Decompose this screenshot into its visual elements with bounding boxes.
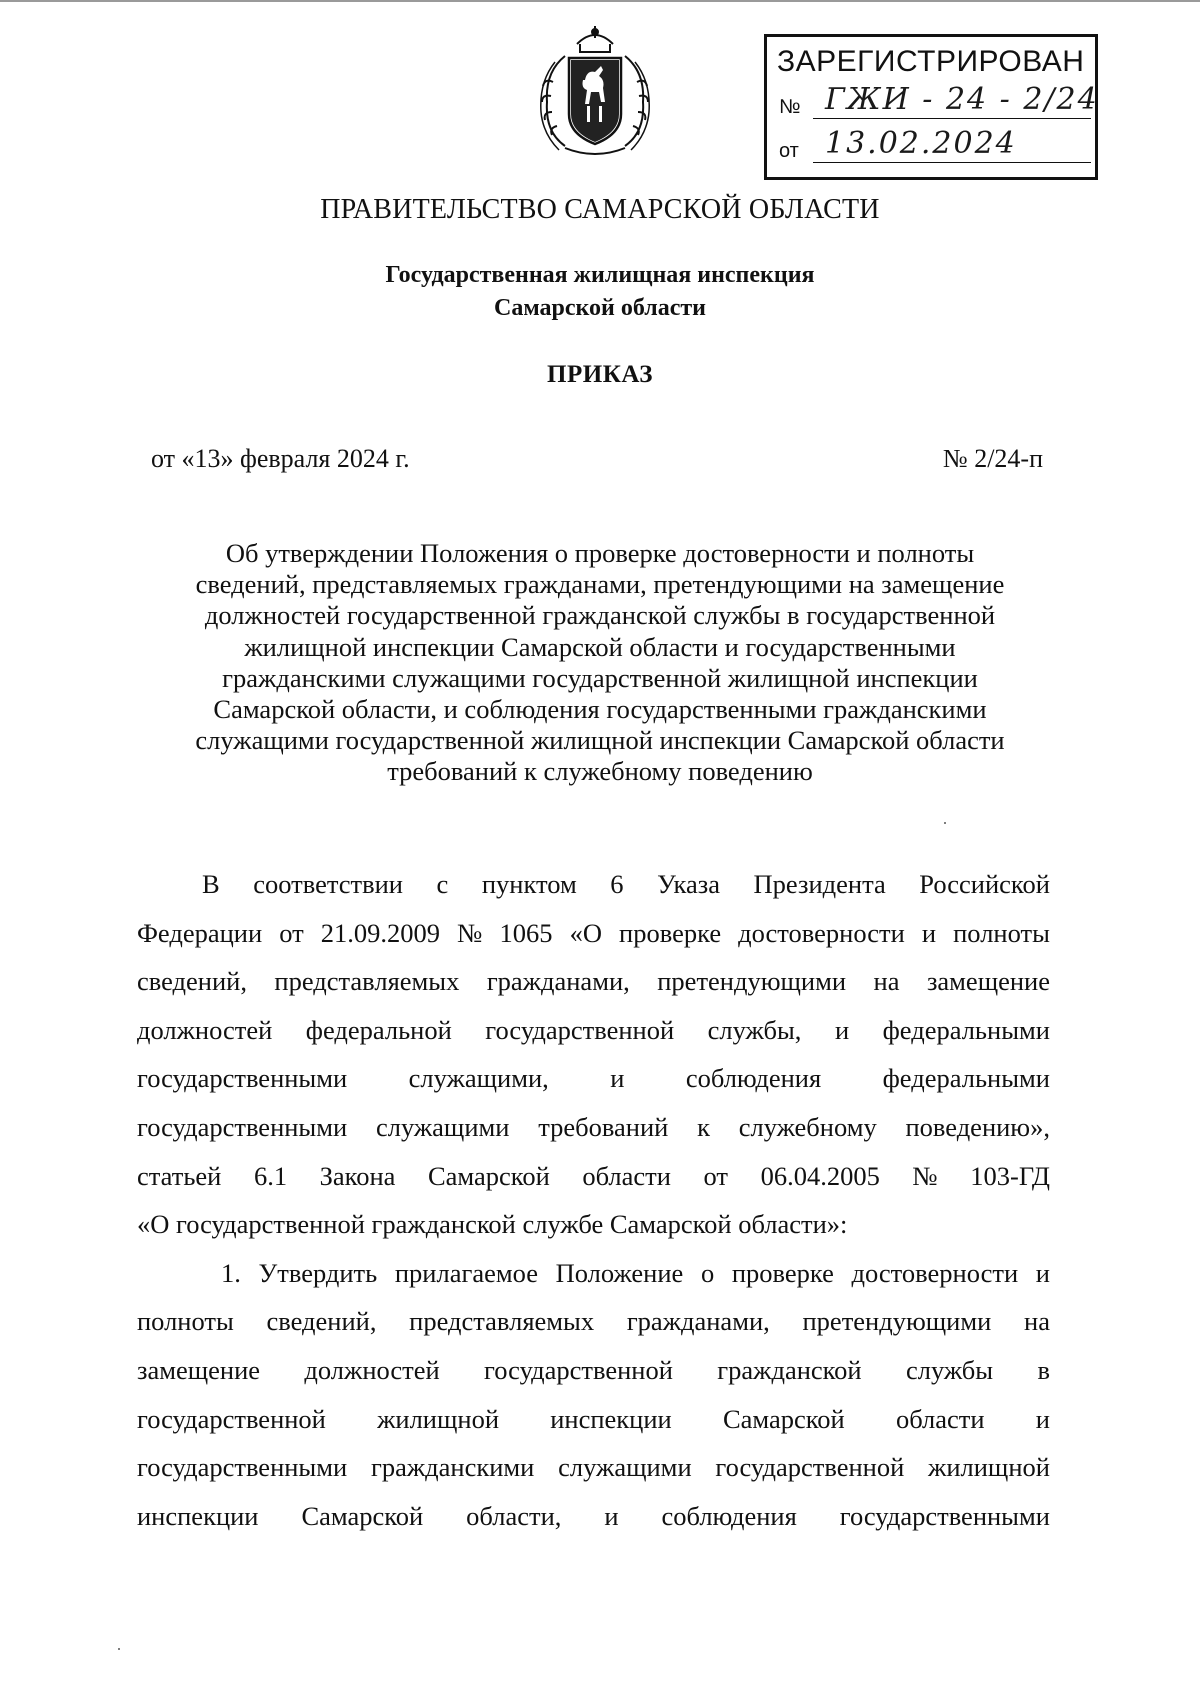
body-word: проверке [619, 917, 722, 948]
body-word: федеральной [305, 1014, 452, 1045]
body-word: замещение [137, 1354, 261, 1385]
body-word: полноты [953, 917, 1050, 948]
subject-line: должностей государственной гражданской службы в государственной [204, 600, 996, 631]
body-word: в [1037, 1354, 1050, 1385]
order-date: от «13» февраля 2024 г. [151, 444, 410, 473]
body-word: № [912, 1160, 938, 1191]
body-line [137, 1249, 1050, 1298]
body-word: федеральными [882, 1014, 1050, 1045]
body-word: с [436, 869, 449, 899]
body-line [137, 1443, 1050, 1492]
body-word: и [834, 1014, 850, 1045]
body-word: от [279, 917, 304, 948]
organization-name-line1: Государственная жилищная инспекция [385, 262, 815, 288]
body-word: 1. [221, 1257, 241, 1288]
body-line [137, 1297, 1050, 1346]
body-word: прилагаемое [394, 1257, 538, 1288]
body-word: 6 [610, 869, 624, 899]
body-word: служащими [375, 1111, 510, 1142]
body-word: Положение [555, 1257, 684, 1288]
body-word: Федерации [137, 917, 263, 948]
scan-speck [118, 1648, 120, 1650]
subject-line: требований к служебному поведению [387, 756, 813, 787]
body-word: Указа [657, 869, 720, 899]
organization-name-line2: Самарской области [494, 295, 706, 321]
body-word: инспекции [137, 1500, 259, 1531]
body-word: федеральными [882, 1063, 1050, 1094]
stamp-date-row [779, 126, 1079, 165]
body-word: жилищной [377, 1403, 500, 1434]
body-word: государственной [715, 1452, 905, 1483]
body-word: и [921, 917, 937, 948]
body-word: представляемых [409, 1306, 595, 1337]
body-word: 1065 [499, 917, 553, 948]
body-word: Закона [319, 1160, 396, 1191]
body-word: претендующими [657, 966, 847, 997]
stamp-title: ЗАРЕГИСТРИРОВАН [777, 45, 1085, 78]
body-word: Утвердить [258, 1257, 378, 1288]
body-word: и [1035, 1403, 1050, 1434]
body-word: гражданской [717, 1354, 862, 1385]
page-top-edge [0, 0, 1200, 2]
subject-line: жилищной инспекции Самарской области и государственными [244, 631, 956, 662]
body-word: о [700, 1257, 715, 1288]
body-word: служащими, [408, 1063, 549, 1094]
body-word: претендующими [802, 1306, 992, 1337]
body-word: должностей [304, 1354, 440, 1385]
stamp-number-underline [813, 118, 1091, 119]
body-word: на [1024, 1306, 1050, 1337]
body-word: замещение [926, 966, 1050, 997]
body-word: области [582, 1160, 671, 1191]
body-word: службы [905, 1354, 994, 1385]
body-line [137, 1006, 1050, 1055]
body-word: 103-ГД [970, 1160, 1050, 1191]
body-word: соблюдения [685, 1063, 822, 1094]
stamp-date-label: от [779, 140, 799, 162]
body-word: государственными [137, 1111, 348, 1142]
body-word: служащими [558, 1452, 692, 1483]
body-word: области, [466, 1500, 562, 1531]
stamp-number-row [779, 82, 1099, 121]
body-word: 21.09.2009 [320, 917, 441, 948]
body-word: достоверности [851, 1257, 1019, 1288]
government-heading: ПРАВИТЕЛЬСТВО САМАРСКОЙ ОБЛАСТИ [320, 194, 880, 225]
body-word: государственными [137, 1063, 348, 1094]
body-word: соответствии [253, 869, 403, 899]
body-line [137, 860, 1050, 909]
subject-line: Самарской области, и соблюдения государственными гражданскими [213, 694, 987, 725]
body-word: и [610, 1063, 625, 1094]
order-number: № 2/24-п [942, 444, 1043, 473]
order-body-text [137, 860, 1050, 1540]
body-word: В [202, 869, 220, 899]
body-word: Самарской [301, 1500, 424, 1531]
body-word: области [895, 1403, 985, 1434]
body-word: соблюдения [661, 1500, 797, 1531]
stamp-date-handwritten: 13.02.2024 [825, 126, 1017, 161]
body-word: требований [538, 1111, 669, 1142]
body-word: к [697, 1111, 710, 1142]
body-word: проверке [731, 1257, 834, 1288]
registration-stamp [764, 34, 1098, 180]
body-word: Российской [919, 869, 1050, 899]
body-word: гражданскими [370, 1452, 535, 1483]
body-word: на [873, 966, 900, 997]
body-word: сведений, [266, 1306, 377, 1337]
stamp-number-handwritten: ГЖИ - 24 - 2/24 [825, 82, 1099, 117]
scan-speck [944, 822, 946, 824]
subject-line: служащими государственной жилищной инспекции Самарской области [195, 725, 1005, 756]
subject-line: сведений, представляемых гражданами, претендующими на замещение [195, 569, 1005, 600]
body-word: государственной [137, 1403, 326, 1434]
body-word: 6.1 [253, 1160, 288, 1191]
subject-line: Об утверждении Положения о проверке достоверности и полноты [225, 538, 975, 568]
body-word: и [604, 1500, 619, 1531]
body-word: служебному [738, 1111, 877, 1142]
body-line [137, 1103, 1050, 1152]
body-line [137, 957, 1050, 1006]
body-word: жилищной [928, 1452, 1050, 1483]
body-word: поведению», [905, 1111, 1050, 1142]
body-line [137, 1492, 1050, 1541]
body-word: пунктом [481, 869, 577, 899]
body-word: инспекции [550, 1403, 672, 1434]
body-word: полноты [137, 1306, 234, 1337]
body-word: и [1035, 1257, 1050, 1288]
body-word: сведений, [137, 966, 247, 997]
body-word: Президента [753, 869, 886, 899]
body-word: государственными [137, 1452, 348, 1483]
body-word: представляемых [274, 966, 460, 997]
body-word: гражданами, [626, 1306, 770, 1337]
document-type-title: ПРИКАЗ [547, 361, 653, 388]
stamp-number-label: № [779, 96, 801, 118]
body-word: № [457, 917, 483, 948]
coat-of-arms-emblem [525, 22, 665, 162]
body-line [137, 1152, 1050, 1201]
stamp-date-underline [813, 162, 1091, 163]
body-word: государственной [484, 1354, 673, 1385]
body-word: Самарской [427, 1160, 550, 1191]
body-line [137, 1346, 1050, 1395]
body-word: государственными [839, 1500, 1050, 1531]
body-word: гражданами, [486, 966, 630, 997]
body-word: 06.04.2005 [760, 1160, 880, 1191]
body-word: государственной [485, 1014, 675, 1045]
body-line [137, 909, 1050, 958]
body-word: достоверности [738, 917, 905, 948]
body-word: Самарской [722, 1403, 845, 1434]
body-word: статьей [137, 1160, 222, 1191]
body-line [137, 1054, 1050, 1103]
body-line [137, 1395, 1050, 1444]
body-word: должностей [137, 1014, 273, 1045]
subject-line: гражданскими служащими государственной жилищной инспекции [222, 662, 978, 693]
order-subject [140, 538, 1060, 788]
body-line: «О государственной гражданской службе Самарской области»: [137, 1209, 848, 1240]
body-word: службы, [707, 1014, 802, 1045]
body-word: «О [569, 917, 602, 948]
body-word: от [703, 1160, 728, 1191]
